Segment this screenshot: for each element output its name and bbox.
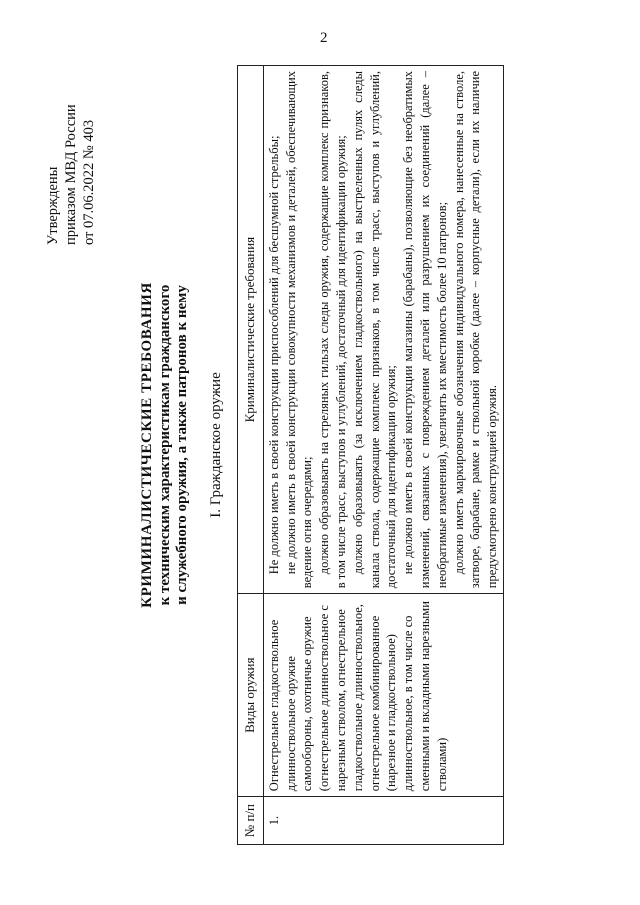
row-number: 1.	[263, 797, 503, 845]
table-row	[263, 66, 503, 845]
rotated-page-content	[40, 45, 585, 845]
requirement-item: должно иметь маркировочные обозначения индивидуального номера, нанесенные на стволе, затворе, барабане, рамке и ствольной коробке (далее – корпусные детали), если их наличие предусмотрено конструкцией оружия.	[451, 71, 500, 589]
approval-stamp	[44, 45, 98, 245]
requirement-item: Не должно иметь в своей конструкции приспособлений для бесшумной стрельбы;	[266, 135, 281, 575]
requirement-item: не должно иметь в своей конструкции совокупности механизмов и деталей, обеспечивающих ведение огня очередями;	[283, 71, 315, 589]
document-subtitle-line-2: и служебного оружия, а также патронов к нему	[174, 285, 190, 605]
requirements-table	[237, 65, 504, 845]
approval-line-1: Утверждены	[45, 166, 61, 245]
requirement-item: должно образовывать (за исключением гладкоствольного) на выстреленных пулях следы канала ствола, содержащие комплекс признаков, в том числе трасс, выступов и углублений, достаточный для идентификации оружия;	[350, 71, 399, 589]
weapon-kinds-cell: Огнестрельное гладкоствольное длинноствольное оружие самообороны, охотничье оружие (огнестрельное длинноствольное с нарезным стволом, огнестрельное гладкоствольное длинноствольное, огнестрельное комбинированное (нарезное и гладкоствольное) длинноствольное, в том числе со сменными и вкладными нарезными стволами)	[263, 594, 503, 797]
section-title: I. Гражданское оружие	[208, 372, 224, 518]
document-title: КРИМИНАЛИСТИЧЕСКИЕ ТРЕБОВАНИЯ	[139, 282, 155, 608]
header-weapon-kinds: Виды оружия	[238, 594, 264, 797]
approval-line-3: от 07.06.2022 № 403	[81, 119, 97, 245]
page-number: 2	[320, 30, 328, 46]
requirement-item: должно образовывать на стреляных гильзах следы оружия, содержащие комплекс признаков, в том числе трасс, выступов и углублений, достаточный для идентификации оружия;	[317, 71, 348, 589]
header-requirements: Криминалистические требования	[238, 66, 264, 594]
table-header-row	[238, 66, 264, 845]
requirements-cell	[263, 66, 503, 594]
requirement-item: не должно иметь в своей конструкции магазины (барабаны), позволяющие без необратимых изменений, связанных с повреждением деталей или разрушением их соединений (далее – необратимые изменения), увеличить их вместимость более 10 патронов;	[401, 71, 449, 589]
header-num: № п/п	[238, 797, 264, 845]
document-subtitle-line-1: к техническим характеристикам гражданского	[157, 284, 173, 606]
approval-line-2: приказом МВД России	[63, 104, 79, 245]
